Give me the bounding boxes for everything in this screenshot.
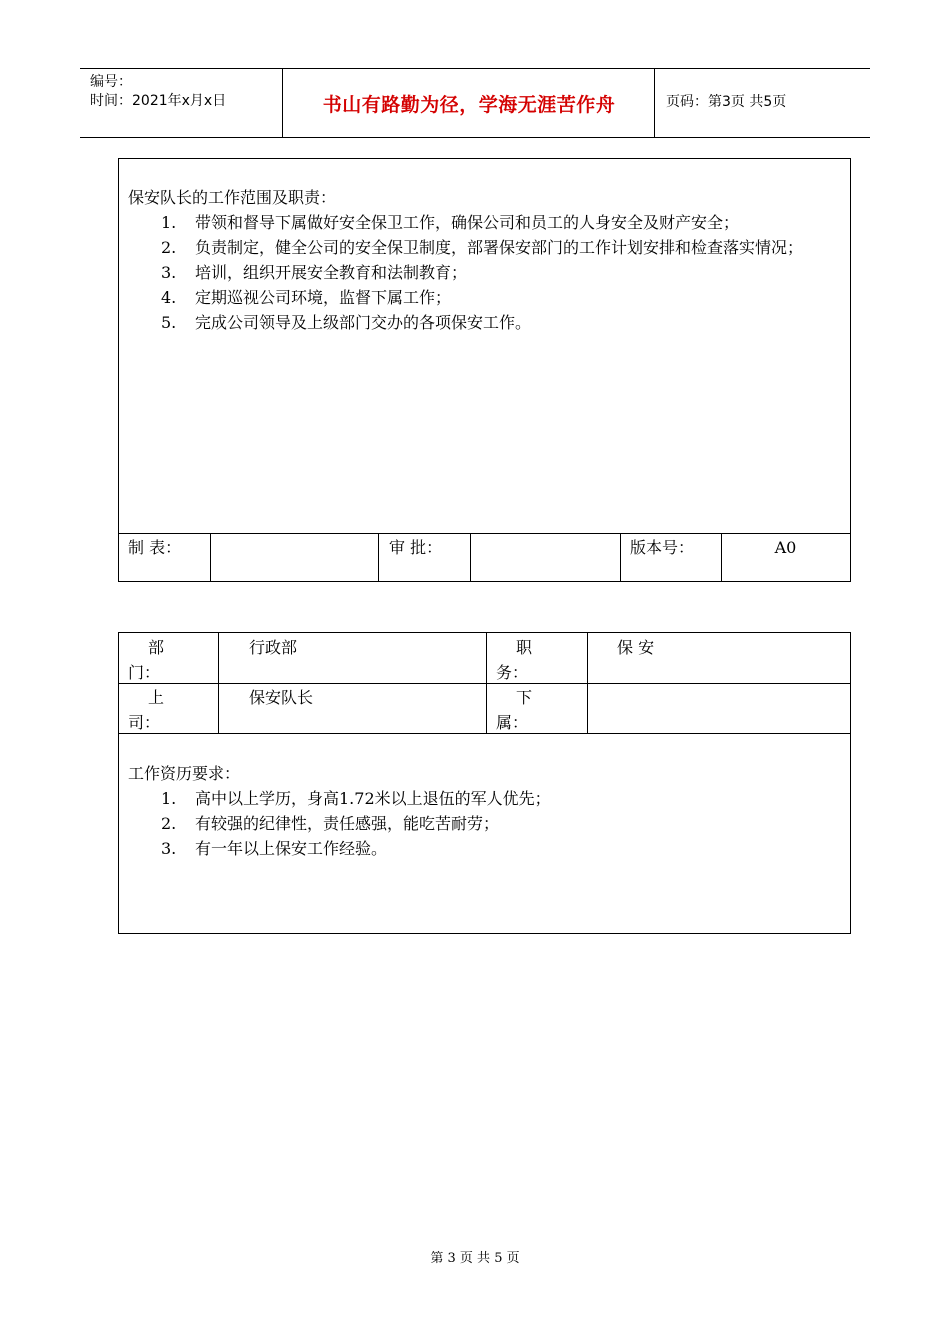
subordinate-label: 属： xyxy=(496,713,529,732)
list-item-number: 2. xyxy=(161,814,177,833)
list-item-text: 完成公司领导及上级部门交办的各项保安工作。 xyxy=(195,313,532,332)
maker-label: 制 表： xyxy=(128,538,182,557)
list-item-text: 带领和督导下属做好安全保卫工作，确保公司和员工的人身安全及财产安全； xyxy=(195,213,740,232)
list-item xyxy=(119,235,843,260)
list-item-number: 4. xyxy=(161,288,177,307)
list-item-text: 负责制定，健全公司的安全保卫制度，部署保安部门的工作计划安排和检查落实情况； xyxy=(195,238,804,257)
position-table xyxy=(118,632,851,934)
list-item-text: 有较强的纪律性，责任感强，能吃苦耐劳； xyxy=(195,814,500,833)
cell-divider xyxy=(620,533,621,581)
title-value: 保 安 xyxy=(617,638,655,657)
version-label: 版本号： xyxy=(630,538,695,557)
superior-label: 司： xyxy=(128,713,161,732)
list-item-text: 有一年以上保安工作经验。 xyxy=(195,839,388,858)
list-item-number: 3. xyxy=(161,839,177,858)
list-item-number: 1. xyxy=(161,213,177,232)
header-page-info: 页码：第3页 共5页 xyxy=(666,94,787,110)
superior-value: 保安队长 xyxy=(249,688,314,707)
dept-label: 门： xyxy=(128,663,161,682)
row-divider xyxy=(119,683,850,684)
subordinate-label: 下 xyxy=(516,688,533,707)
header-divider xyxy=(654,69,655,137)
list-item-number: 5. xyxy=(161,313,177,332)
list-item xyxy=(119,786,843,811)
cell-divider xyxy=(218,633,219,733)
page-header xyxy=(80,68,870,138)
dept-label: 部 xyxy=(148,638,165,657)
list-item xyxy=(119,811,843,836)
row-divider xyxy=(119,533,850,534)
list-item xyxy=(119,310,843,335)
list-item-number: 2. xyxy=(161,238,177,257)
duty-table xyxy=(118,158,851,582)
list-item-text: 定期巡视公司环境，监督下属工作； xyxy=(195,288,452,307)
cell-divider xyxy=(470,533,471,581)
requirements-list xyxy=(119,786,843,861)
list-item-number: 1. xyxy=(161,789,177,808)
row-divider xyxy=(119,733,850,734)
header-divider xyxy=(282,69,283,137)
cell-divider xyxy=(210,533,211,581)
list-item-text: 培训，组织开展安全教育和法制教育； xyxy=(195,263,468,282)
requirements-heading: 工作资历要求： xyxy=(128,764,241,783)
list-item-text: 高中以上学历，身高1.72米以上退伍的军人优先； xyxy=(195,789,551,808)
cell-divider xyxy=(486,633,487,733)
document-time: 时间：2021年x月x日 xyxy=(90,93,227,109)
page-footer: 第 3 页 共 5 页 xyxy=(430,1251,520,1266)
duty-heading: 保安队长的工作范围及职责： xyxy=(128,188,337,207)
header-meta xyxy=(90,73,226,111)
version-value: A0 xyxy=(774,538,797,557)
title-label: 务： xyxy=(496,663,529,682)
title-label: 职 xyxy=(516,638,533,657)
cell-divider xyxy=(378,533,379,581)
document-number-label: 编号： xyxy=(90,74,132,90)
list-item xyxy=(119,260,843,285)
list-item xyxy=(119,836,843,861)
list-item xyxy=(119,210,843,235)
superior-label: 上 xyxy=(148,688,165,707)
approve-label: 审 批： xyxy=(389,538,443,557)
header-motto: 书山有路勤为径，学海无涯苦作舟 xyxy=(322,93,616,116)
list-item xyxy=(119,285,843,310)
cell-divider xyxy=(587,633,588,733)
duty-list xyxy=(119,210,843,335)
list-item-number: 3. xyxy=(161,263,177,282)
dept-value: 行政部 xyxy=(249,638,298,657)
